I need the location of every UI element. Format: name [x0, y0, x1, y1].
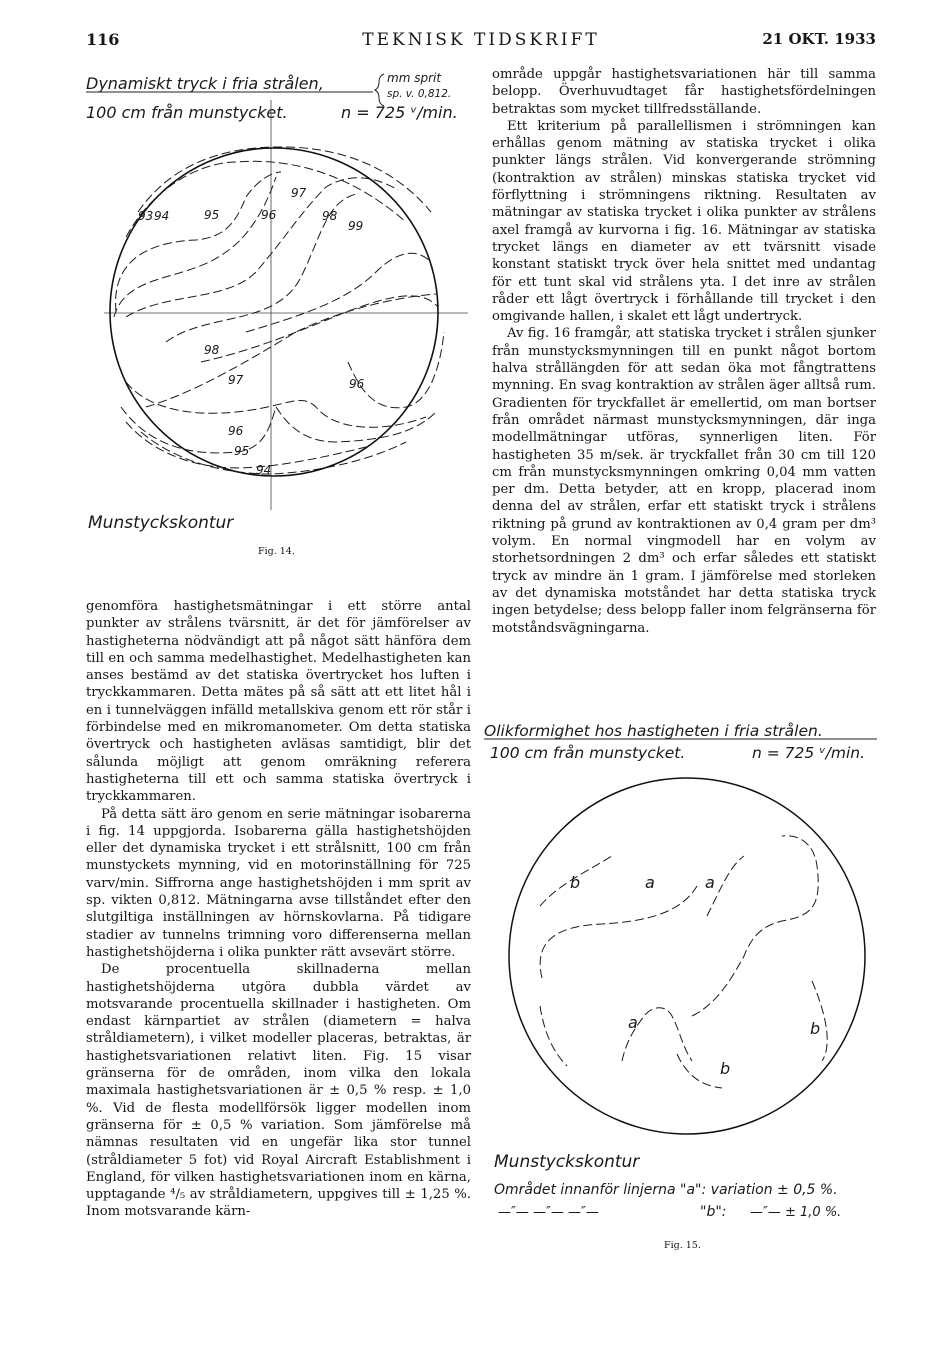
fig14-brace-top: mm sprit	[387, 71, 442, 85]
boundary-label: b	[810, 1019, 821, 1038]
figure-14	[86, 62, 476, 562]
fig14-brace-bottom: sp. v. 0,812.	[387, 88, 452, 100]
fig14-title-line2: 100 cm från munstycket.	[86, 103, 288, 122]
fig15-boundary-lines	[540, 836, 827, 1088]
journal-title: TEKNISK TIDSKRIFT	[362, 30, 600, 50]
isobar-label: 98	[322, 209, 338, 223]
isobar-label: 96	[349, 377, 365, 391]
fig14-isobar-lines	[114, 147, 444, 474]
boundary-label: b	[720, 1059, 731, 1078]
isobar-line-inner-lower	[141, 432, 406, 474]
boundary-line-left-lower	[540, 1006, 567, 1066]
fig14-brace	[375, 74, 384, 106]
isobar-label: 96	[228, 424, 244, 438]
issue-date: 21 OKT. 1933	[762, 30, 876, 48]
fig14-rpm: n = 725 ᵛ/min.	[341, 103, 458, 122]
figure-15-drawing	[482, 716, 894, 1226]
body-column-left	[86, 598, 471, 1221]
isobar-label: 99	[348, 219, 364, 233]
isobar-line-98-inner	[246, 253, 431, 332]
isobar-line-97-lower	[146, 294, 436, 407]
paragraph: De procentuella skillnaderna mellan hastighetshöjderna utgöra dubbla värdet av motsvarande procentuella skillnader i hastigheten. Om endast kärnpartiet av strålen (diametern = halva stråldiametern), i vilket modeller placeras, betraktas, är hastighetsvariationen relativt liten. Fig. 15 visar gränserna för de områden, inom vilka den lokala maximala hastighetsvariationen är ± 0,5 % resp. ± 1,0 %. Vid de flesta modellförsök ligger modellen inom gränserna för ± 0,5 % variation. Som jämförelse må nämnas resultaten vid en ungefär lika stor tunnel (stråldiameter 5 fot) vid Royal Aircraft Establishment i England, för vilken hastighetsvariationen inom en kärna, upptagande ⁴/₅ av stråldiametern, uppgives till ± 1,25 %. Inom motsvarande kärn-	[86, 962, 471, 1220]
boundary-label: a	[705, 873, 715, 892]
fig15-legend-end: —″— ± 1,0 %.	[750, 1205, 842, 1220]
paragraph: genomföra hastighetsmätningar i ett större antal punkter av strålens tvärsnitt, är det för jämförelser av hastigheterna nödvändigt att på något sätt hänföra dem till en och samma medelhastighet. Medelhastigheten kan anses bestämd av det statiska övertrycket hos luften i tryckkammaren. Detta mätes på så sätt att ett litet hål i en i tunnelväggen infälld metallskiva genom ett rör står i förbindelse med en mikromanometer. Om detta statiska övertryck och hastigheten avläsas samtidigt, blir det sålunda möjligt att genom omräkning referera hastigheterna till ett och samma statiska övertryck i tryckkammaren.	[86, 599, 471, 805]
isobar-label: 97	[228, 373, 244, 387]
boundary-label: a	[628, 1013, 638, 1032]
boundary-line-b-lower	[677, 1054, 722, 1088]
isobar-line-94-upper	[126, 161, 406, 237]
isobar-label: 94	[154, 209, 170, 223]
figure-14-drawing	[86, 62, 476, 562]
isobar-label: 98	[204, 343, 220, 357]
isobar-label: 94	[256, 463, 272, 477]
fig15-title-line2: 100 cm från munstycket.	[490, 744, 686, 762]
fig14-caption: Fig. 14.	[258, 546, 295, 557]
paragraph: Ett kriterium på parallellismen i strömningen kan erhållas genom mätning av statiska trycket i olika punkter längs strålen. Vid konvergerande strömning (kontraktion av strålen) minskas statiska trycket vid förflyttning i strömningens riktning. Resultaten av mätningar av statiska trycket i olika punkter av strålens axel framgå av kurvorna i fig. 16. Mätningar av statiska trycket längs en diameter av ett tvärsnitt visade konstant statiskt tryck över hela snittet med undantag för ett tunt skal vid strålens yta. I det inre av strålen råder ett lågt övertryck i förhållande till trycket i den omgivande hallen, i skalet ett lågt undertryck.	[492, 118, 876, 325]
paragraph: På detta sätt äro genom en serie mätningar isobarerna i fig. 14 uppgjorda. Isobarerna gälla hastighetshöjden eller det dynamiska trycket i ett strålsnitt, 100 cm från munstyckets mynning, vid en motorinställning för 725 varv/min. Siffrorna ange hastighetshöjden i mm sprit av sp. vikten 0,812. Mätningarna avse tillståndet efter den slutgiltiga inställningen av hörnskovlarna. På tidigare stadier av tunnelns trimning voro differenserna mellan hastighetshöjderna i olika punkter rätt avsevärt större.	[86, 806, 471, 960]
isobar-label: 95	[234, 444, 250, 458]
paragraph: Av fig. 16 framgår, att statiska trycket i strålen sjunker från munstycksmynningen till en punkt något bortom halva strållängden för att sedan öka mot fångtrattens mynning. En svag kontraktion av strålen äger alltså rum. Gradienten för tryckfallet är emellertid, om man bortser från området närmast munstycksmynningen, där inga modellmätningar utföras, synnerligen liten. För hastigheten 35 m/sek. är tryckfallet från 30 cm till 120 cm från munstycksmynningen omkring 0,04 mm vatten per dm. Detta betyder, att en kropp, placerad inom denna del av strålen, erfar ett statiskt tryck i strålens riktning på grund av kontraktionen av 0,4 gram per dm³ volym. En normal vingmodell har en volym av storhetsordningen 2 dm³ och erfar således ett statiskt tryck av mindre än 1 gram. I jämförelse med storleken av det dynamiska motståndet har detta statiska tryck ingen betydelse; dess belopp faller inom felgränserna för motståndsvägningarna.	[492, 326, 876, 636]
isobar-label: 93	[138, 209, 154, 223]
isobar-line-98-lower	[201, 296, 438, 362]
fig15-legend-b: "b":	[700, 1204, 727, 1220]
boundary-label: b	[570, 873, 581, 892]
isobar-line-97-upper	[126, 178, 398, 317]
fig15-caption: Fig. 15.	[664, 1240, 701, 1251]
fig15-legend-ditto: —″— —″— —″—	[498, 1205, 599, 1220]
nozzle-contour-circle	[509, 778, 865, 1134]
nozzle-contour-circle	[110, 148, 438, 476]
fig14-title-line1: Dynamiskt tryck i fria strålen,	[86, 74, 324, 93]
fig14-contour-label: Munstyckskontur	[88, 513, 234, 533]
isobar-line-95	[116, 172, 281, 312]
fig15-legend-line1: Området innanför linjerna "a": variation ± 0,5 %.	[494, 1182, 838, 1198]
paragraph: område uppgår hastighetsvariationen här till samma belopp. Överhuvudtaget får hastighetsfördelningen betraktas som mycket tillfredsställande.	[492, 67, 876, 117]
fig15-rpm: n = 725 ᵛ/min.	[752, 744, 866, 762]
page-number: 116	[86, 30, 120, 49]
isobar-line-96-right	[348, 332, 444, 408]
isobar-label: 95	[204, 208, 220, 222]
running-head	[86, 30, 876, 54]
boundary-label: a	[645, 873, 655, 892]
figure-15	[482, 716, 894, 1226]
body-column-right	[492, 66, 876, 637]
fig15-title-line1: Olikformighet hos hastigheten i fria strålen.	[484, 722, 823, 740]
isobar-label: 97	[291, 186, 307, 200]
isobar-label: 96	[261, 208, 277, 222]
isobar-line-outer-upper	[138, 147, 431, 212]
boundary-line-a-left	[540, 886, 697, 978]
fig15-contour-label: Munstyckskontur	[494, 1152, 640, 1172]
boundary-line-a-right	[692, 836, 818, 1016]
